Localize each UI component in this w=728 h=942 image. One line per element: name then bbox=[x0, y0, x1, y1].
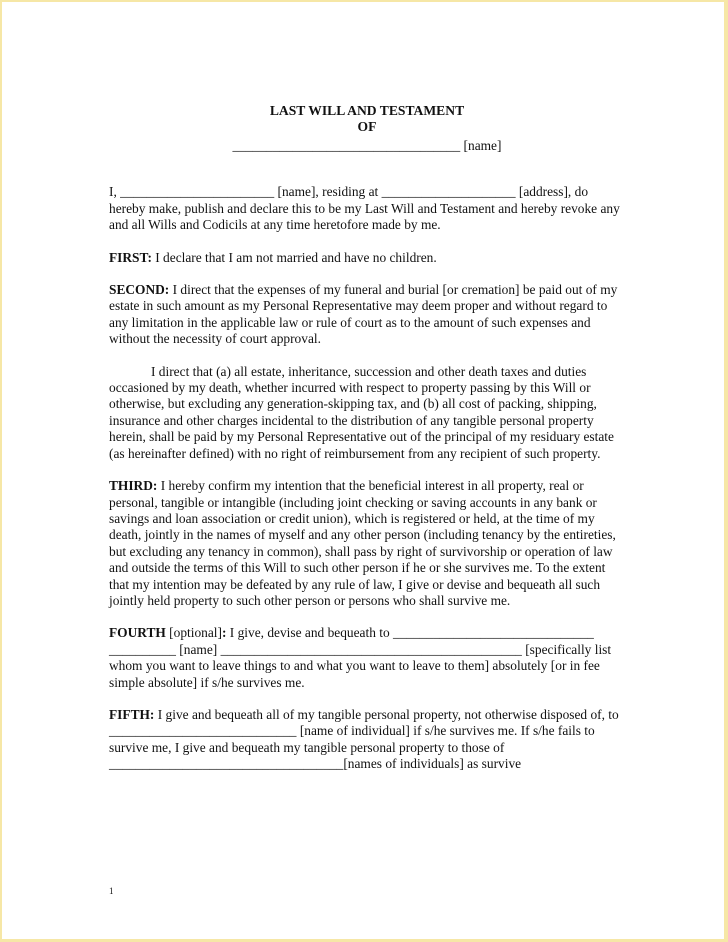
title-line-2: OF bbox=[357, 119, 377, 134]
fifth-label: FIFTH: bbox=[109, 706, 155, 722]
fourth-label: FOURTH bbox=[109, 625, 166, 641]
document-title bbox=[109, 103, 625, 135]
third-paragraph bbox=[109, 478, 625, 609]
fourth-text: I give, devise and bequeath to ______________________________ __________ [name] _____________________________________________ [specifically list whom you want to leave things to and what you want to leave to them] absolutely [or in fee simple absolute] if s/he survives me. bbox=[109, 625, 612, 690]
fourth-optional: [optional] bbox=[165, 625, 222, 641]
second-label: SECOND: bbox=[109, 282, 170, 298]
testator-name-line: __________________________________ [name] bbox=[232, 138, 502, 153]
third-label: THIRD: bbox=[109, 478, 158, 494]
document-page bbox=[2, 2, 724, 939]
title-line-1: LAST WILL AND TESTAMENT bbox=[269, 103, 465, 118]
fourth-paragraph bbox=[109, 625, 625, 691]
first-text: I declare that I am not married and have no children. bbox=[151, 249, 437, 265]
fourth-colon: : bbox=[221, 625, 227, 641]
taxes-paragraph: I direct that (a) all estate, inheritance, succession and other death taxes and duties occasioned by my death, whether incurred with respect to property passing by this Will or otherwise, but excluding any generation-skipping tax, and (b) all cost of packing, shipping, insurance and other charges incidental to the distribution of any tangible personal property herein, shall be paid by my Personal Representative out of the principal of my residuary estate (as hereinafter defined) with no right of reimbursement from any recipient of such property. bbox=[109, 363, 614, 461]
third-text: I hereby confirm my intention that the beneficial interest in all property, real or personal, tangible or intangible (including joint checking or saving accounts in any bank or savings and loan association or credit union), which is registered or held, at the time of my death, jointly in the names of myself and any other person (including tenancy by the entireties, but excluding any tenancy in common), shall pass by right of survivorship or operation of law and outside the terms of this Will to such other person if he or she survives me. To the extent that my intention may be defeated by any rule of law, I give or devise and bequeath all such jointly held property to such other person or persons who shall survive me. bbox=[109, 478, 616, 608]
fifth-text: I give and bequeath all of my tangible personal property, not otherwise disposed of, to ____________________________ [name of individual] if s/he survives me. If s/he fails to survive me, I give and bequeath my tangible personal property to those of ___________________________________[names of individuals] as survive bbox=[109, 706, 619, 772]
second-paragraph bbox=[109, 282, 625, 348]
first-label: FIRST: bbox=[109, 249, 152, 265]
page-number: 1 bbox=[109, 886, 114, 896]
first-paragraph bbox=[109, 250, 625, 266]
intro-paragraph: I, _______________________ [name], residing at ____________________ [address], do hereby make, publish and declare this to be my Last Will and Testament and hereby revoke any and all Wills and Codicils at any time heretofore made by me. bbox=[109, 184, 620, 233]
document-body bbox=[109, 103, 625, 789]
second-text: I direct that the expenses of my funeral and burial [or cremation] be paid out of my estate in such amount as my Personal Representative may deem proper and without regard to any limitation in the applicable law or rule of court as to the amount of such expenses and without the necessity of court approval. bbox=[109, 282, 618, 347]
fifth-paragraph bbox=[109, 707, 625, 773]
